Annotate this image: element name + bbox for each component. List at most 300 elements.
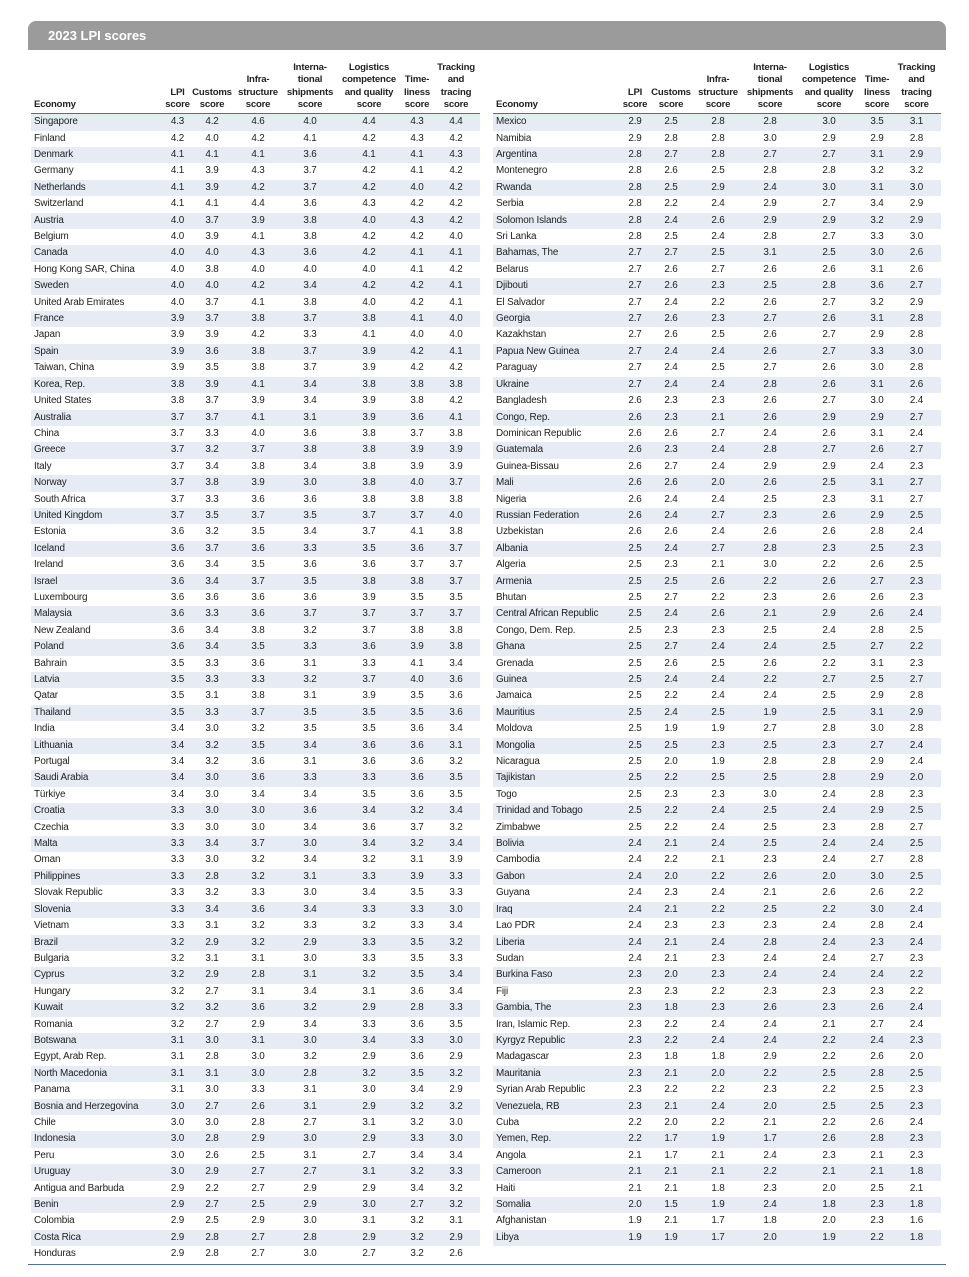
table-row bbox=[493, 245, 941, 261]
logistics-competence-score-cell: 2.6 bbox=[796, 1131, 862, 1147]
customs-score-cell: 2.7 bbox=[664, 591, 678, 603]
infrastructure-score-cell: 3.1 bbox=[251, 985, 265, 997]
table-row bbox=[31, 557, 480, 573]
international-shipments-score-cell: 3.6 bbox=[284, 245, 336, 261]
timeliness-score-cell: 2.4 bbox=[862, 967, 892, 983]
customs-score-cell: 1.5 bbox=[650, 1197, 692, 1213]
infrastructure-score-cell: 3.9 bbox=[251, 395, 265, 407]
tracking-tracing-score-cell: 3.8 bbox=[432, 377, 480, 393]
tracking-tracing-score-cell: 2.7 bbox=[892, 442, 941, 458]
customs-score-cell: 2.1 bbox=[650, 1066, 692, 1082]
table-row bbox=[31, 278, 480, 294]
table-row bbox=[31, 295, 480, 311]
infrastructure-score-cell: 2.2 bbox=[692, 869, 744, 885]
logistics-competence-score-cell: 2.3 bbox=[822, 821, 836, 833]
customs-score-cell: 3.4 bbox=[205, 460, 219, 472]
timeliness-score-cell: 3.6 bbox=[410, 723, 424, 735]
tracking-tracing-score-cell: 2.5 bbox=[892, 869, 941, 885]
table-row bbox=[493, 869, 941, 885]
economy-name: Trinidad and Tobago bbox=[493, 803, 620, 819]
logistics-competence-score-cell: 2.6 bbox=[822, 591, 836, 603]
timeliness-score-cell: 3.5 bbox=[402, 935, 432, 951]
tracking-tracing-score-cell: 3.9 bbox=[449, 854, 463, 866]
tracking-tracing-score-cell: 3.1 bbox=[892, 114, 941, 131]
international-shipments-score-cell: 3.2 bbox=[303, 1051, 317, 1063]
lpi-score-cell: 3.2 bbox=[163, 967, 192, 983]
tracking-tracing-score-cell: 2.2 bbox=[892, 639, 941, 655]
table-row bbox=[31, 360, 480, 376]
logistics-competence-score-cell: 2.9 bbox=[822, 460, 836, 472]
economy-name: Portugal bbox=[34, 756, 70, 768]
column-header-tracking-tracing-score: Tracking and tracing score bbox=[437, 62, 475, 110]
logistics-competence-score-cell: 2.6 bbox=[822, 427, 836, 439]
international-shipments-score-cell: 2.4 bbox=[744, 639, 796, 655]
infrastructure-score-cell: 3.0 bbox=[232, 1066, 284, 1082]
infrastructure-score-cell: 2.1 bbox=[711, 854, 725, 866]
lpi-score-cell: 3.7 bbox=[163, 508, 192, 524]
customs-score-cell: 2.2 bbox=[664, 854, 678, 866]
tracking-tracing-score-cell: 2.4 bbox=[909, 920, 924, 932]
international-shipments-score-cell: 3.4 bbox=[284, 278, 336, 294]
lpi-score-cell: 2.5 bbox=[628, 821, 642, 833]
customs-score-cell: 2.1 bbox=[650, 902, 692, 918]
timeliness-score-cell: 3.5 bbox=[410, 591, 424, 603]
lpi-score-cell: 2.4 bbox=[620, 935, 650, 951]
timeliness-score-cell: 3.5 bbox=[402, 967, 432, 983]
logistics-competence-score-cell: 2.0 bbox=[822, 1182, 836, 1194]
timeliness-score-cell: 2.9 bbox=[862, 803, 892, 819]
logistics-competence-score-cell: 2.2 bbox=[822, 1116, 836, 1128]
logistics-competence-score-cell: 2.7 bbox=[796, 672, 862, 688]
logistics-competence-score-cell: 3.9 bbox=[336, 344, 402, 360]
infrastructure-score-cell: 2.3 bbox=[711, 624, 725, 636]
logistics-competence-score-cell: 2.9 bbox=[822, 132, 836, 144]
lpi-score-cell: 3.2 bbox=[170, 1018, 185, 1030]
lpi-score-cell: 2.6 bbox=[628, 427, 642, 439]
customs-score-cell: 3.7 bbox=[192, 213, 232, 229]
timeliness-score-cell: 3.1 bbox=[862, 311, 892, 327]
lpi-score-cell: 3.9 bbox=[170, 329, 185, 341]
table-row bbox=[31, 524, 480, 540]
logistics-competence-score-cell: 2.6 bbox=[796, 508, 862, 524]
lpi-score-cell: 2.3 bbox=[620, 1099, 650, 1115]
lpi-score-cell: 2.7 bbox=[620, 344, 650, 360]
international-shipments-score-cell: 2.6 bbox=[763, 526, 777, 538]
logistics-competence-score-cell: 4.3 bbox=[362, 198, 376, 210]
economy-name: Solomon Islands bbox=[493, 213, 620, 229]
customs-score-cell: 2.4 bbox=[650, 705, 692, 721]
timeliness-score-cell: 2.7 bbox=[870, 952, 884, 964]
infrastructure-score-cell: 2.1 bbox=[692, 410, 744, 426]
economy-name: France bbox=[31, 311, 163, 327]
economy-name: Moldova bbox=[496, 723, 533, 735]
table-row bbox=[31, 984, 480, 1000]
table-row bbox=[493, 327, 941, 343]
customs-score-cell: 2.1 bbox=[664, 1182, 678, 1194]
table-row bbox=[31, 951, 480, 967]
international-shipments-score-cell: 2.6 bbox=[763, 395, 777, 407]
customs-score-cell: 2.9 bbox=[192, 967, 232, 983]
column-header-logistics-competence-score: Logistics competence and quality score bbox=[802, 62, 856, 110]
tracking-tracing-score-cell: 2.3 bbox=[892, 541, 941, 557]
customs-score-cell: 2.6 bbox=[650, 475, 692, 491]
economy-name: Montenegro bbox=[496, 165, 548, 177]
timeliness-score-cell: 3.3 bbox=[402, 1131, 432, 1147]
table-row bbox=[31, 163, 480, 179]
logistics-competence-score-cell: 3.2 bbox=[362, 854, 376, 866]
international-shipments-score-cell: 2.9 bbox=[763, 198, 777, 210]
table-row bbox=[31, 869, 480, 885]
tracking-tracing-score-cell: 2.8 bbox=[909, 362, 924, 374]
customs-score-cell: 2.5 bbox=[650, 574, 692, 590]
timeliness-score-cell: 4.0 bbox=[402, 672, 432, 688]
economy-name: El Salvador bbox=[496, 296, 545, 308]
logistics-competence-score-cell: 2.9 bbox=[796, 606, 862, 622]
table-row bbox=[31, 672, 480, 688]
table-row bbox=[31, 820, 480, 836]
timeliness-score-cell: 3.6 bbox=[410, 985, 424, 997]
lpi-score-cell: 4.0 bbox=[163, 213, 192, 229]
lpi-score-cell: 2.4 bbox=[620, 836, 650, 852]
economy-name: Mauritius bbox=[493, 705, 620, 721]
table-row bbox=[493, 803, 941, 819]
infrastructure-score-cell: 2.4 bbox=[711, 231, 725, 243]
lpi-score-cell: 4.0 bbox=[163, 278, 192, 294]
international-shipments-score-cell: 3.3 bbox=[303, 329, 317, 341]
international-shipments-score-cell: 3.0 bbox=[303, 887, 317, 899]
international-shipments-score-cell: 3.0 bbox=[763, 132, 777, 144]
timeliness-score-cell: 3.7 bbox=[410, 821, 424, 833]
tracking-tracing-score-cell: 2.5 bbox=[892, 836, 941, 852]
international-shipments-score-cell: 2.5 bbox=[744, 278, 796, 294]
international-shipments-score-cell: 3.0 bbox=[284, 1033, 336, 1049]
timeliness-score-cell: 3.1 bbox=[870, 427, 884, 439]
table-row bbox=[31, 229, 480, 245]
tracking-tracing-score-cell: 1.8 bbox=[892, 1230, 941, 1246]
international-shipments-score-cell: 3.1 bbox=[303, 1149, 317, 1161]
logistics-competence-score-cell: 2.6 bbox=[822, 887, 836, 899]
logistics-competence-score-cell: 2.7 bbox=[822, 231, 836, 243]
infrastructure-score-cell: 2.4 bbox=[692, 935, 744, 951]
customs-score-cell: 2.8 bbox=[664, 132, 678, 144]
lpi-score-cell: 2.7 bbox=[628, 296, 642, 308]
logistics-competence-score-cell: 2.7 bbox=[822, 329, 836, 341]
timeliness-score-cell: 2.6 bbox=[862, 442, 892, 458]
economy-name: Paraguay bbox=[496, 362, 538, 374]
logistics-competence-score-cell: 2.7 bbox=[796, 147, 862, 163]
logistics-competence-score-cell: 3.9 bbox=[362, 362, 376, 374]
infrastructure-score-cell: 3.8 bbox=[251, 362, 265, 374]
logistics-competence-score-cell: 2.5 bbox=[796, 1099, 862, 1115]
table-row bbox=[493, 787, 941, 803]
infrastructure-score-cell: 2.4 bbox=[711, 887, 725, 899]
tracking-tracing-score-cell: 3.0 bbox=[909, 231, 924, 243]
tracking-tracing-score-cell: 4.2 bbox=[449, 132, 463, 144]
infrastructure-score-cell: 3.6 bbox=[251, 756, 265, 768]
economy-name: Bahrain bbox=[34, 657, 67, 669]
lpi-score-cell: 3.4 bbox=[170, 756, 185, 768]
infrastructure-score-cell: 2.7 bbox=[251, 1248, 265, 1260]
economy-name: Gambia, The bbox=[493, 1000, 620, 1016]
economy-name: Greece bbox=[31, 442, 163, 458]
infrastructure-score-cell: 3.5 bbox=[232, 639, 284, 655]
timeliness-score-cell: 4.1 bbox=[402, 245, 432, 261]
international-shipments-score-cell: 2.3 bbox=[763, 1084, 777, 1096]
logistics-competence-score-cell: 3.2 bbox=[336, 1066, 402, 1082]
infrastructure-score-cell: 2.3 bbox=[692, 1000, 744, 1016]
customs-score-cell: 3.6 bbox=[205, 591, 219, 603]
economy-name: Libya bbox=[493, 1230, 620, 1246]
international-shipments-score-cell: 4.0 bbox=[284, 114, 336, 131]
lpi-score-cell: 3.8 bbox=[163, 377, 192, 393]
infrastructure-score-cell: 1.9 bbox=[692, 1197, 744, 1213]
tracking-tracing-score-cell: 2.7 bbox=[892, 672, 941, 688]
logistics-competence-score-cell: 3.5 bbox=[336, 705, 402, 721]
tracking-tracing-score-cell: 3.0 bbox=[449, 1116, 463, 1128]
logistics-competence-score-cell: 4.2 bbox=[362, 165, 376, 177]
international-shipments-score-cell: 3.1 bbox=[303, 690, 317, 702]
tracking-tracing-score-cell: 4.2 bbox=[432, 213, 480, 229]
customs-score-cell: 2.7 bbox=[650, 147, 692, 163]
tracking-tracing-score-cell: 2.4 bbox=[892, 902, 941, 918]
lpi-score-cell: 3.0 bbox=[170, 1149, 185, 1161]
economy-name: Cambodia bbox=[496, 854, 540, 866]
economy-name: Armenia bbox=[493, 574, 620, 590]
logistics-competence-score-cell: 3.8 bbox=[362, 460, 376, 472]
customs-score-cell: 2.6 bbox=[664, 526, 678, 538]
economy-name: Sudan bbox=[496, 952, 524, 964]
customs-score-cell: 2.4 bbox=[650, 541, 692, 557]
tracking-tracing-score-cell: 3.2 bbox=[449, 1182, 463, 1194]
column-header-international-shipments-score: Interna- tional shipments score bbox=[746, 62, 794, 110]
international-shipments-score-cell: 2.7 bbox=[284, 1164, 336, 1180]
table-row bbox=[493, 721, 941, 737]
table-row bbox=[493, 229, 941, 245]
international-shipments-score-cell: 3.1 bbox=[284, 869, 336, 885]
economy-name: China bbox=[34, 427, 60, 439]
logistics-competence-score-cell: 3.5 bbox=[336, 541, 402, 557]
international-shipments-score-cell: 2.5 bbox=[744, 803, 796, 819]
lpi-score-cell: 3.8 bbox=[170, 395, 185, 407]
timeliness-score-cell: 3.0 bbox=[870, 723, 884, 735]
infrastructure-score-cell: 3.2 bbox=[251, 920, 265, 932]
economy-name: North Macedonia bbox=[31, 1066, 163, 1082]
international-shipments-score-cell: 3.0 bbox=[284, 1131, 336, 1147]
economy-name: Hong Kong SAR, China bbox=[34, 263, 135, 275]
infrastructure-score-cell: 3.0 bbox=[232, 803, 284, 819]
infrastructure-score-cell: 1.8 bbox=[711, 1182, 725, 1194]
infrastructure-score-cell: 3.6 bbox=[232, 1000, 284, 1016]
timeliness-score-cell: 3.4 bbox=[410, 1084, 424, 1096]
lpi-score-cell: 3.4 bbox=[163, 770, 192, 786]
logistics-competence-score-cell: 2.7 bbox=[362, 1248, 376, 1260]
timeliness-score-cell: 3.7 bbox=[410, 427, 424, 439]
logistics-competence-score-cell: 2.6 bbox=[796, 377, 862, 393]
international-shipments-score-cell: 2.5 bbox=[744, 770, 796, 786]
table-row bbox=[31, 213, 480, 229]
customs-score-cell: 2.7 bbox=[192, 1197, 232, 1213]
tracking-tracing-score-cell: 4.1 bbox=[449, 296, 463, 308]
logistics-competence-score-cell: 3.4 bbox=[362, 887, 376, 899]
economy-name: Spain bbox=[31, 344, 163, 360]
international-shipments-score-cell: 3.8 bbox=[303, 296, 317, 308]
timeliness-score-cell: 4.0 bbox=[402, 475, 432, 491]
logistics-competence-score-cell: 2.7 bbox=[796, 442, 862, 458]
timeliness-score-cell: 3.1 bbox=[870, 657, 884, 669]
economy-name: Syrian Arab Republic bbox=[496, 1084, 586, 1096]
lpi-score-cell: 3.4 bbox=[170, 788, 185, 800]
infrastructure-score-cell: 2.9 bbox=[251, 1018, 265, 1030]
economy-name: Australia bbox=[31, 410, 163, 426]
international-shipments-score-cell: 2.9 bbox=[284, 935, 336, 951]
economy-name: Nigeria bbox=[496, 493, 527, 505]
tracking-tracing-score-cell: 2.9 bbox=[892, 705, 941, 721]
economy-name: Yemen, Rep. bbox=[493, 1131, 620, 1147]
logistics-competence-score-cell: 2.2 bbox=[796, 1033, 862, 1049]
timeliness-score-cell: 2.6 bbox=[870, 887, 884, 899]
infrastructure-score-cell: 2.8 bbox=[711, 132, 725, 144]
timeliness-score-cell: 2.4 bbox=[862, 1033, 892, 1049]
timeliness-score-cell: 3.5 bbox=[862, 114, 892, 131]
logistics-competence-score-cell: 3.3 bbox=[362, 1018, 376, 1030]
logistics-competence-score-cell: 3.7 bbox=[336, 606, 402, 622]
lpi-score-cell: 3.3 bbox=[170, 920, 185, 932]
international-shipments-score-cell: 3.0 bbox=[763, 788, 777, 800]
logistics-competence-score-cell: 2.3 bbox=[822, 985, 836, 997]
customs-score-cell: 3.4 bbox=[205, 559, 219, 571]
lpi-score-cell: 2.3 bbox=[628, 1018, 642, 1030]
economy-name: Djibouti bbox=[493, 278, 620, 294]
column-header-logistics-competence-score: Logistics competence and quality score bbox=[342, 62, 396, 110]
logistics-competence-score-cell: 2.9 bbox=[362, 1051, 376, 1063]
international-shipments-score-cell: 2.2 bbox=[744, 672, 796, 688]
economy-name: Japan bbox=[34, 329, 61, 341]
table-row bbox=[31, 623, 480, 639]
tracking-tracing-score-cell: 2.5 bbox=[909, 559, 924, 571]
logistics-competence-score-cell: 2.9 bbox=[336, 1099, 402, 1115]
international-shipments-score-cell: 3.4 bbox=[303, 1018, 317, 1030]
timeliness-score-cell: 3.2 bbox=[402, 836, 432, 852]
infrastructure-score-cell: 2.4 bbox=[711, 526, 725, 538]
international-shipments-score-cell: 2.7 bbox=[744, 311, 796, 327]
table-row bbox=[493, 344, 941, 360]
international-shipments-score-cell: 2.1 bbox=[744, 606, 796, 622]
lpi-score-cell: 3.6 bbox=[170, 559, 185, 571]
customs-score-cell: 2.6 bbox=[650, 278, 692, 294]
tracking-tracing-score-cell: 4.2 bbox=[449, 395, 463, 407]
infrastructure-score-cell: 2.4 bbox=[692, 639, 744, 655]
timeliness-score-cell: 2.3 bbox=[862, 1197, 892, 1213]
customs-score-cell: 3.7 bbox=[192, 410, 232, 426]
table-row bbox=[31, 1181, 480, 1197]
infrastructure-score-cell: 3.2 bbox=[251, 854, 265, 866]
logistics-competence-score-cell: 2.5 bbox=[796, 1066, 862, 1082]
logistics-competence-score-cell: 2.3 bbox=[796, 541, 862, 557]
economy-name: Central African Republic bbox=[493, 606, 620, 622]
infrastructure-score-cell: 4.0 bbox=[251, 427, 265, 439]
economy-name: Switzerland bbox=[34, 198, 84, 210]
customs-score-cell: 2.6 bbox=[650, 311, 692, 327]
infrastructure-score-cell: 1.7 bbox=[711, 1215, 725, 1227]
lpi-score-cell: 3.3 bbox=[170, 887, 185, 899]
lpi-score-cell: 2.3 bbox=[628, 985, 642, 997]
lpi-table-right bbox=[493, 62, 941, 1246]
lpi-score-cell: 3.6 bbox=[163, 606, 192, 622]
customs-score-cell: 3.2 bbox=[205, 526, 219, 538]
table-row bbox=[31, 852, 480, 868]
timeliness-score-cell: 3.5 bbox=[402, 705, 432, 721]
infrastructure-score-cell: 2.1 bbox=[711, 559, 725, 571]
international-shipments-score-cell: 3.7 bbox=[284, 344, 336, 360]
table-row bbox=[31, 738, 480, 754]
tracking-tracing-score-cell: 2.7 bbox=[909, 493, 924, 505]
table-row bbox=[31, 1213, 480, 1229]
lpi-score-cell: 3.7 bbox=[170, 460, 185, 472]
table-row bbox=[31, 131, 480, 147]
customs-score-cell: 2.4 bbox=[650, 377, 692, 393]
timeliness-score-cell: 2.8 bbox=[862, 1131, 892, 1147]
infrastructure-score-cell: 3.6 bbox=[251, 591, 265, 603]
tracking-tracing-score-cell: 3.4 bbox=[449, 985, 463, 997]
header-row bbox=[493, 62, 941, 114]
lpi-score-cell: 2.4 bbox=[628, 920, 642, 932]
infrastructure-score-cell: 2.5 bbox=[232, 1197, 284, 1213]
customs-score-cell: 2.6 bbox=[664, 329, 678, 341]
lpi-score-cell: 2.6 bbox=[620, 410, 650, 426]
infrastructure-score-cell: 3.8 bbox=[251, 690, 265, 702]
timeliness-score-cell: 4.2 bbox=[410, 231, 424, 243]
timeliness-score-cell: 3.5 bbox=[410, 690, 424, 702]
international-shipments-score-cell: 2.7 bbox=[763, 723, 777, 735]
international-shipments-score-cell: 3.1 bbox=[284, 1099, 336, 1115]
infrastructure-score-cell: 2.3 bbox=[692, 278, 744, 294]
table-row bbox=[31, 1148, 480, 1164]
timeliness-score-cell: 3.1 bbox=[862, 705, 892, 721]
tracking-tracing-score-cell: 3.3 bbox=[449, 887, 463, 899]
timeliness-score-cell: 3.0 bbox=[870, 362, 884, 374]
lpi-score-cell: 2.3 bbox=[628, 1084, 642, 1096]
tracking-tracing-score-cell: 2.9 bbox=[449, 1051, 463, 1063]
table-row bbox=[31, 541, 480, 557]
infrastructure-score-cell: 3.1 bbox=[251, 952, 265, 964]
economy-name: Malaysia bbox=[31, 606, 163, 622]
lpi-score-cell: 2.7 bbox=[628, 362, 642, 374]
table-row bbox=[31, 787, 480, 803]
infrastructure-score-cell: 4.1 bbox=[232, 147, 284, 163]
customs-score-cell: 3.2 bbox=[205, 887, 219, 899]
tracking-tracing-score-cell: 2.6 bbox=[892, 245, 941, 261]
international-shipments-score-cell: 2.5 bbox=[763, 821, 777, 833]
tracking-tracing-score-cell: 3.0 bbox=[432, 1033, 480, 1049]
timeliness-score-cell: 3.6 bbox=[410, 756, 424, 768]
tracking-tracing-score-cell: 3.3 bbox=[449, 952, 463, 964]
table-row bbox=[493, 1000, 941, 1016]
customs-score-cell: 2.2 bbox=[664, 198, 678, 210]
tracking-tracing-score-cell: 3.8 bbox=[449, 427, 463, 439]
customs-score-cell: 2.2 bbox=[664, 1018, 678, 1030]
table-row bbox=[31, 1017, 480, 1033]
infrastructure-score-cell: 4.2 bbox=[251, 132, 265, 144]
international-shipments-score-cell: 3.2 bbox=[284, 1000, 336, 1016]
column-header-customs-score: Customs score bbox=[651, 86, 691, 110]
infrastructure-score-cell: 3.6 bbox=[232, 606, 284, 622]
lpi-score-cell: 3.7 bbox=[170, 493, 185, 505]
customs-score-cell: 2.9 bbox=[192, 935, 232, 951]
tracking-tracing-score-cell: 3.7 bbox=[432, 475, 480, 491]
timeliness-score-cell: 2.8 bbox=[402, 1000, 432, 1016]
economy-name: Tajikistan bbox=[493, 770, 620, 786]
economy-name: Slovak Republic bbox=[34, 887, 103, 899]
